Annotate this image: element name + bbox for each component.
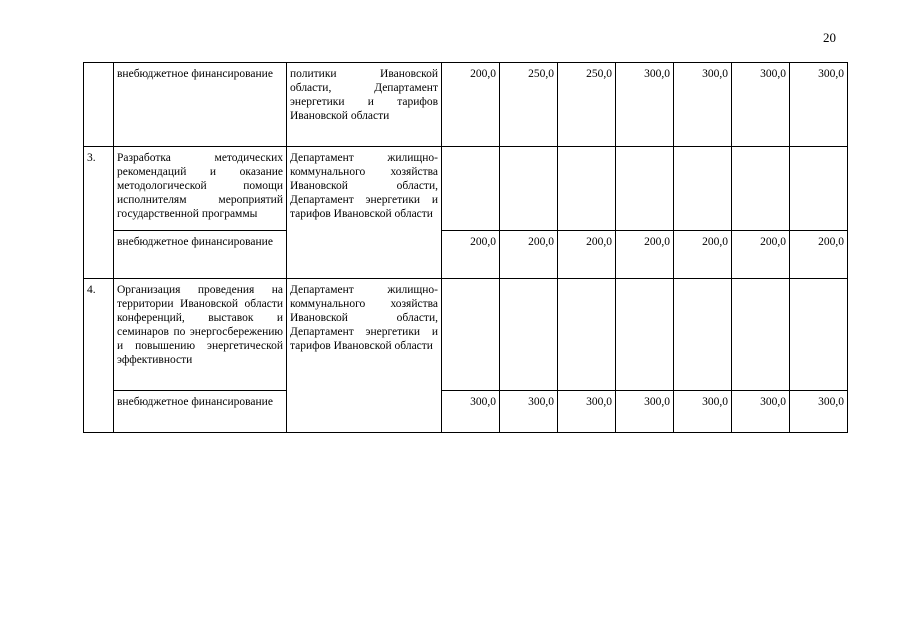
value-cell: [790, 147, 848, 231]
value-cell: [790, 279, 848, 391]
value-cell: [616, 279, 674, 391]
value-cell: [442, 147, 500, 231]
value-cell: [500, 147, 558, 231]
table-row: [84, 63, 848, 147]
value-cell: [732, 279, 790, 391]
value-cell: [674, 147, 732, 231]
value-cell: 300,0: [674, 63, 732, 147]
funding-source: внебюджетное финансирование: [114, 391, 287, 433]
page-number: 20: [823, 30, 836, 45]
executor: Департамент жилищно-коммунального хозяйства Ивановской области, Департамент энергетики и тарифов Ивановской области: [287, 147, 442, 279]
value-cell: [558, 279, 616, 391]
table-row: [84, 231, 848, 279]
value-cell: 300,0: [616, 63, 674, 147]
row-number: 4.: [84, 279, 114, 433]
value-cell: 200,0: [790, 231, 848, 279]
executor: Департамент жилищно-коммунального хозяйства Ивановской области, Департамент энергетики и тарифов Ивановской области: [287, 279, 442, 433]
value-cell: [616, 147, 674, 231]
executor: политики Ивановской области, Департамент энергетики и тарифов Ивановской области: [287, 63, 442, 147]
value-cell: 200,0: [442, 63, 500, 147]
value-cell: 300,0: [500, 391, 558, 433]
value-cell: 200,0: [500, 231, 558, 279]
value-cell: [674, 279, 732, 391]
value-cell: 250,0: [500, 63, 558, 147]
activity-name: Разработка методических рекомендаций и оказание методологической помощи исполнителям мероприятий государственной программы: [114, 147, 287, 231]
program-budget-table: [83, 62, 848, 433]
value-cell: 250,0: [558, 63, 616, 147]
value-cell: 200,0: [442, 231, 500, 279]
row-number: 3.: [84, 147, 114, 279]
table-row: [84, 147, 848, 231]
row-number: [84, 63, 114, 147]
value-cell: 300,0: [558, 391, 616, 433]
value-cell: 300,0: [732, 391, 790, 433]
value-cell: 200,0: [616, 231, 674, 279]
value-cell: 300,0: [616, 391, 674, 433]
table-row: [84, 279, 848, 391]
value-cell: 300,0: [790, 391, 848, 433]
value-cell: [732, 147, 790, 231]
value-cell: [500, 279, 558, 391]
value-cell: 300,0: [732, 63, 790, 147]
value-cell: 300,0: [442, 391, 500, 433]
value-cell: [442, 279, 500, 391]
value-cell: [558, 147, 616, 231]
funding-source: внебюджетное финансирование: [114, 231, 287, 279]
value-cell: 300,0: [790, 63, 848, 147]
value-cell: 300,0: [674, 391, 732, 433]
value-cell: 200,0: [732, 231, 790, 279]
activity-name: Организация проведения на территории Ивановской области конференций, выставок и семинаров по энергосбережению и повышению энергетической эффективности: [114, 279, 287, 391]
value-cell: 200,0: [558, 231, 616, 279]
value-cell: 200,0: [674, 231, 732, 279]
table-row: [84, 391, 848, 433]
activity-name: внебюджетное финансирование: [114, 63, 287, 147]
